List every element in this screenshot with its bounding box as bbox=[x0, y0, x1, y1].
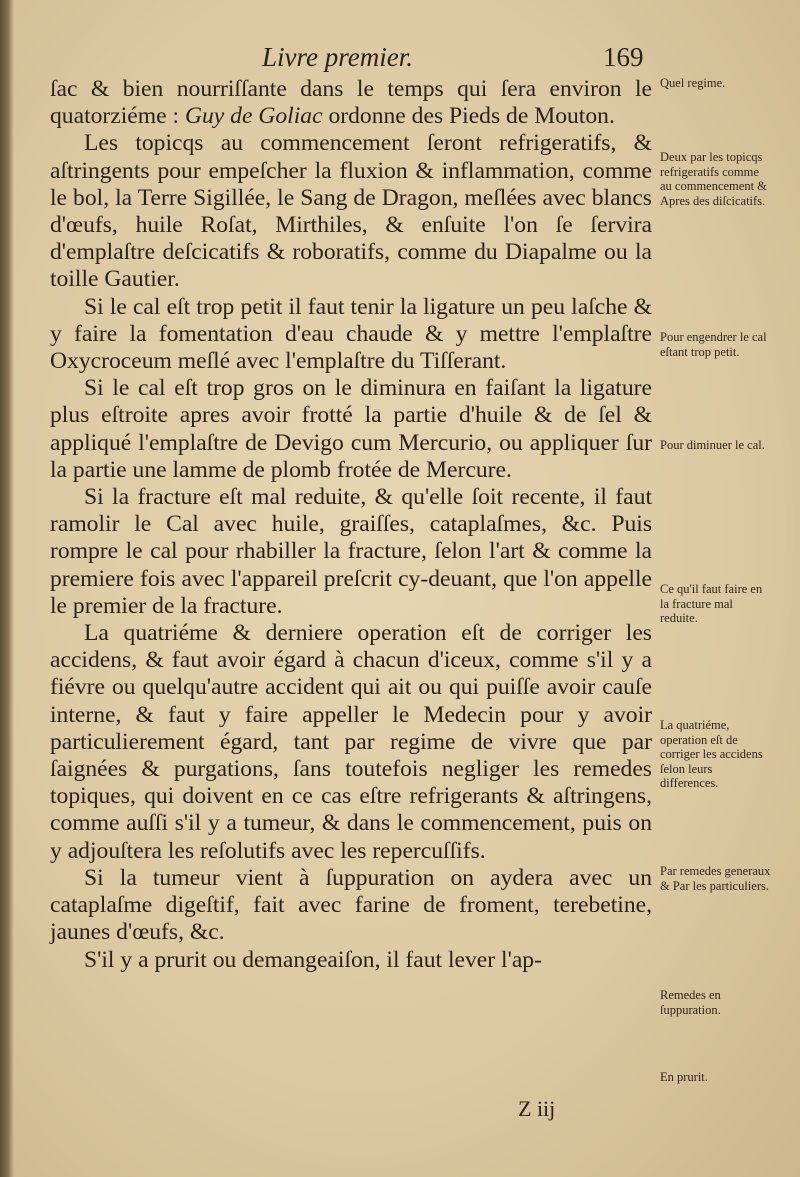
margin-note-suppuration: Remedes en ſuppuration. bbox=[660, 988, 721, 1017]
margin-note-diminuer: Pour diminuer le cal. bbox=[660, 438, 765, 452]
margin-note-prurit: En prurit. bbox=[660, 1070, 708, 1084]
paragraph-6: La quatriéme & derniere operation eſt de corriger les accidens, & faut avoir égard à chacun d'iceux, comme s'il y a fiévre ou quelqu'autre accident qui ait ou qui puiſſe avoir cauſe interne, & faut y faire appeller le Medecin pour y avoir particulierement égard, tant par regime de vivre que par ſaignées & purgations, ſans toutefois negliger les remedes topiques, qui doivent en ce cas eſtre refrigerants & aſtringens, comme auſſi s'il y a tumeur, & dans le commencement, puis on y adjouſtera les reſolutifs avec les repercuſſifs. bbox=[50, 620, 652, 864]
page-footer bbox=[0, 1096, 800, 1126]
margin-note-regime: Quel regime. bbox=[660, 76, 726, 90]
author-name: Guy de Goliac bbox=[184, 103, 323, 130]
paragraph-7: Si la tumeur vient à ſuppuration on aydera avec un cataplaſme digeſtif, fait avec farine de froment, terebetine, jaunes d'œufs, &c. bbox=[50, 864, 652, 946]
paragraph-5: Si la fracture eſt mal reduite, & qu'elle ſoit recente, il faut ramolir le Cal avec huile, graiſſes, cataplaſmes, &c. Puis rompre le cal pour rhabiller la fracture, ſelon l'art & comme la premiere fois avec l'appareil preſcrit cy-deuant, que l'on appelle le premier de la fracture. bbox=[50, 484, 652, 619]
paragraph-4: Si le cal eſt trop gros on le diminura en faiſant la ligature plus eſtroite apres avoir frotté la partie d'huile & de ſel & appliqué l'emplaſtre de Devigo cum Mercurio, ou appliquer ſur la partie une lamme de plomb frotée de Mercure. bbox=[50, 375, 652, 483]
paragraph-1-end: ordonne des Pieds de Mouton. bbox=[328, 103, 615, 130]
margin-note-remedes: Par remedes generaux & Par les particuliers. bbox=[660, 864, 771, 893]
running-title: Livre premier. bbox=[262, 42, 413, 72]
paragraph-3: Si le cal eſt trop petit il faut tenir la ligature un peu laſche & y faire la fomentation d'eau chaude & y mettre l'emplaſtre Oxycroceum meſlé avec l'emplaſtre du Tiſſerant. bbox=[50, 293, 652, 375]
margin-note-fracture: Ce qu'il faut faire en la fracture mal reduite. bbox=[660, 582, 763, 625]
page-number: 169 bbox=[603, 42, 644, 72]
paragraph-1 bbox=[50, 76, 652, 130]
signature-mark: Z iij bbox=[518, 1096, 556, 1121]
margin-note-engendrer: Pour engendrer le cal eſtant trop petit. bbox=[660, 330, 767, 359]
margin-note-quatrieme: La quatriéme, operation eſt de corriger les accidens ſelon leurs differences. bbox=[660, 718, 763, 790]
paragraph-2: Les topicqs au commencement ſeront refrigeratifs, & aſtringents pour empeſcher la fluxion & inflammation, comme le bol, la Terre Sigillée, le Sang de Dragon, meſlées avec blancs d'œufs, huile Roſat, Mirthiles, & enſuite l'on ſe ſervira d'emplaſtre deſcicatifs & roboratifs, comme du Diapalme ou la toille Gautier. bbox=[50, 130, 652, 293]
binding-gutter bbox=[0, 0, 14, 1177]
margin-note-topicqs: Deux par les topicqs refrigeratifs comme au commencement & Apres des diſcicatifs. bbox=[660, 150, 767, 208]
main-text bbox=[50, 76, 652, 974]
paragraph-1-start: ſac & bien nourriſſante dans le temps qui ſera environ le quatorziéme : bbox=[50, 76, 652, 130]
running-head bbox=[0, 42, 800, 78]
paragraph-8: S'il y a prurit ou demangeaiſon, il faut lever l'ap- bbox=[84, 946, 542, 973]
